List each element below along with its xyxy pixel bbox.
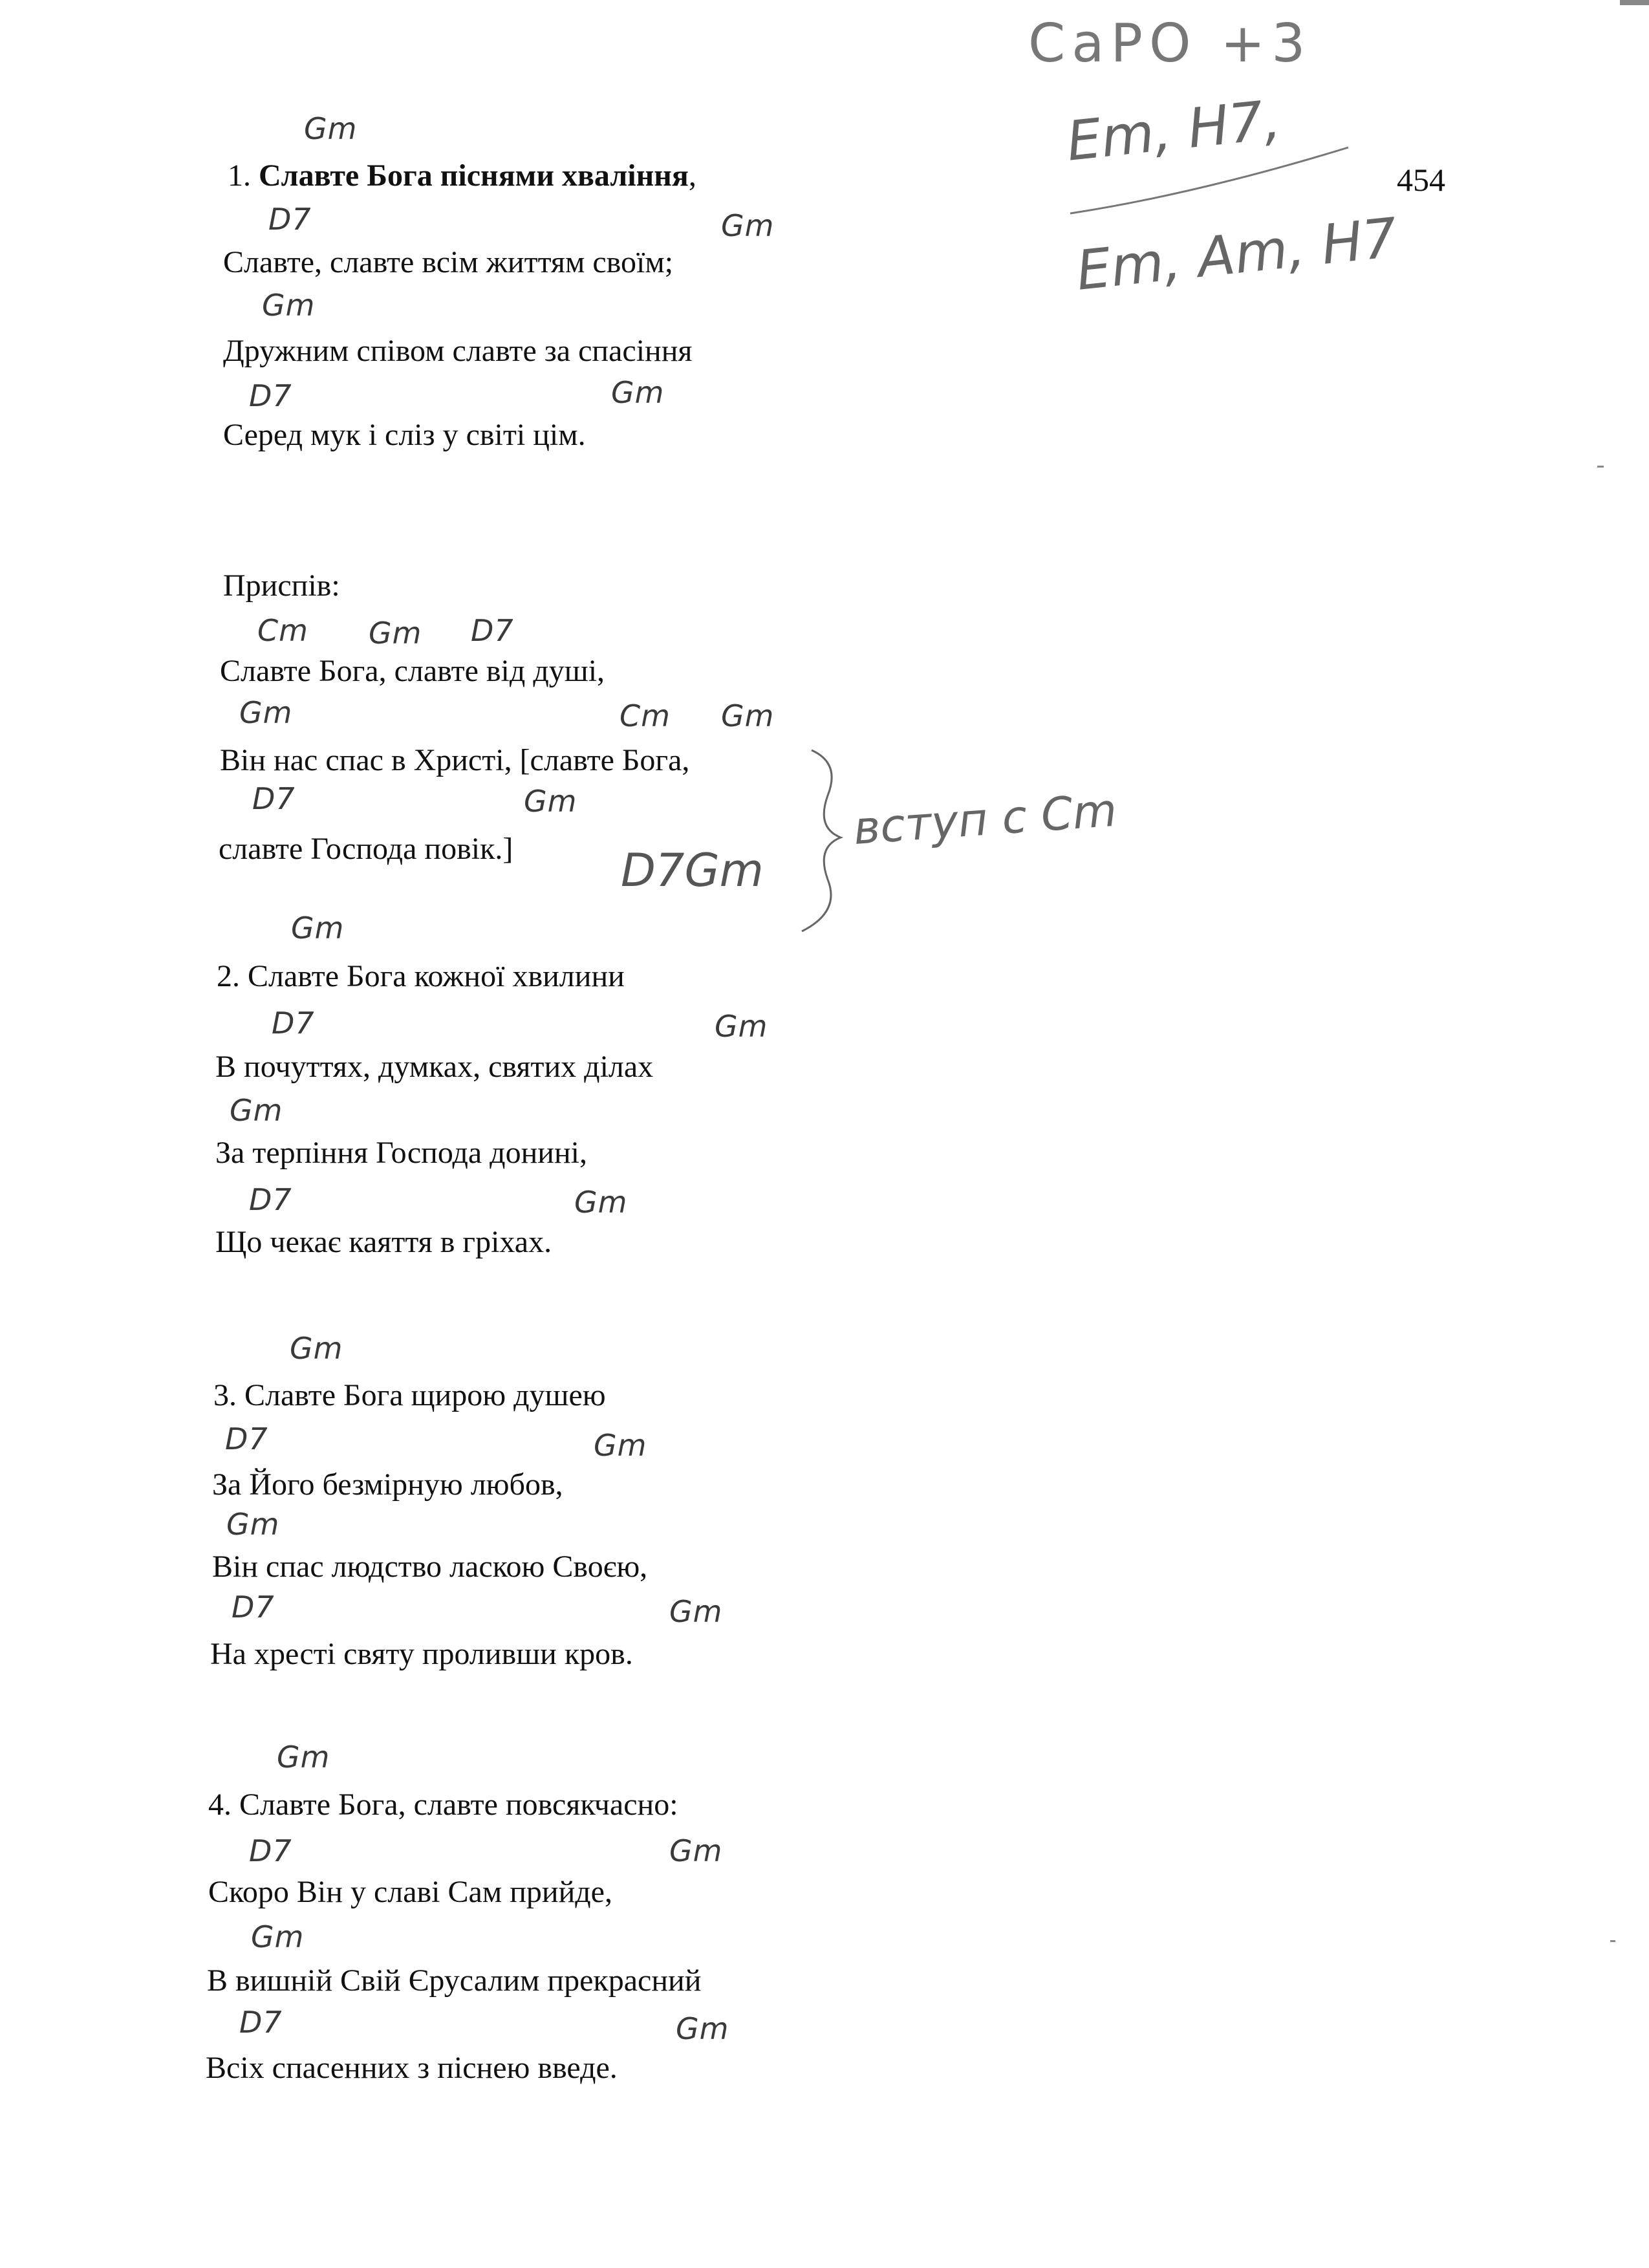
verse3-line4: На хресті святу проливши кров. bbox=[210, 1637, 633, 1671]
scan-edge-mark bbox=[1597, 466, 1604, 468]
scan-corner-mark bbox=[1620, 0, 1649, 5]
verse1-line2: Славте, славте всім життям своїм; bbox=[223, 245, 674, 279]
chord: Gm bbox=[277, 1740, 330, 1775]
chord: Gm bbox=[230, 1093, 283, 1128]
verse2-line1: 2. Славте Бога кожної хвилини bbox=[217, 959, 625, 993]
chord: Gm bbox=[574, 1185, 628, 1220]
verse1-title: Славте Бога піснями хваління bbox=[259, 158, 689, 193]
chord: Cm bbox=[257, 613, 308, 648]
chord: D7 bbox=[232, 1590, 275, 1625]
verse4-line1: 4. Славте Бога, славте повсякчасно: bbox=[208, 1787, 678, 1822]
chord: Gm bbox=[676, 2011, 729, 2046]
verse3-line1: 3. Славте Бога щирою душею bbox=[213, 1378, 606, 1412]
chord: Gm bbox=[721, 698, 775, 733]
verse3-line2: За Його безмірную любов, bbox=[212, 1467, 563, 1502]
chord: Gm bbox=[304, 111, 358, 146]
verse1-line3: Дружним співом славте за спасіння bbox=[223, 334, 693, 368]
chorus-line3: славте Господа повік.] bbox=[219, 832, 513, 866]
chord: Gm bbox=[721, 208, 775, 243]
chord: Gm bbox=[290, 1331, 343, 1366]
chord: Gm bbox=[524, 784, 577, 819]
chord: Gm bbox=[251, 1919, 305, 1954]
chord: Gm bbox=[715, 1009, 768, 1044]
chord: D7 bbox=[239, 2005, 283, 2040]
scan-edge-mark bbox=[1610, 1940, 1615, 1942]
chord: Gm bbox=[611, 375, 665, 410]
verse1-line1 bbox=[228, 158, 696, 194]
chord: Gm bbox=[369, 616, 422, 651]
chord: D7 bbox=[471, 613, 514, 648]
chorus-label: Приспів: bbox=[223, 568, 340, 603]
chord: Gm bbox=[594, 1428, 647, 1463]
punctuation: , bbox=[688, 158, 696, 193]
chord: Gm bbox=[669, 1833, 723, 1868]
chord: D7 bbox=[272, 1006, 315, 1041]
verse4-line4: Всіх спасенних з піснею введе. bbox=[206, 2051, 618, 2085]
page-number: 454 bbox=[1397, 162, 1445, 198]
verse2-line3: За терпіння Господа донині, bbox=[215, 1136, 587, 1170]
chord: D7 bbox=[249, 378, 292, 413]
verse-number: 1. bbox=[228, 158, 259, 193]
chord: D7 bbox=[268, 202, 312, 237]
chord: D7 bbox=[225, 1421, 268, 1456]
ending-chords-note: D7Gm bbox=[621, 844, 764, 897]
alt-chords-note-1: Em, H7, bbox=[1063, 87, 1284, 173]
chord: D7 bbox=[249, 1182, 292, 1217]
chord: D7 bbox=[252, 781, 296, 816]
chord: D7 bbox=[249, 1833, 292, 1868]
verse2-line4: Що чекає каяття в гріхах. bbox=[215, 1225, 552, 1259]
chorus-line2: Він нас спас в Христі, [славте Бога, bbox=[220, 743, 690, 777]
verse4-line3: В вишній Свій Єрусалим прекрасний bbox=[207, 1963, 702, 1998]
alt-chords-note-2: Em, Am, H7 bbox=[1073, 206, 1401, 303]
chord: Gm bbox=[262, 288, 316, 323]
chord: Cm bbox=[620, 698, 671, 733]
chord: Gm bbox=[291, 911, 345, 945]
verse2-line2: В почуттях, думках, святих ділах bbox=[215, 1050, 654, 1084]
intro-note: вступ с Cm bbox=[852, 783, 1119, 855]
chord: Gm bbox=[226, 1507, 280, 1542]
verse3-line3: Він спас людство ласкою Своєю, bbox=[212, 1550, 648, 1584]
verse4-line2: Скоро Він у славі Сам прийде, bbox=[208, 1875, 612, 1909]
chord: Gm bbox=[669, 1594, 723, 1629]
verse1-line4: Серед мук і сліз у світі цім. bbox=[223, 418, 586, 452]
capo-note: CaPO +3 bbox=[1028, 13, 1312, 74]
chorus-line1: Славте Бога, славте від душі, bbox=[220, 654, 605, 688]
chord: Gm bbox=[239, 695, 293, 730]
